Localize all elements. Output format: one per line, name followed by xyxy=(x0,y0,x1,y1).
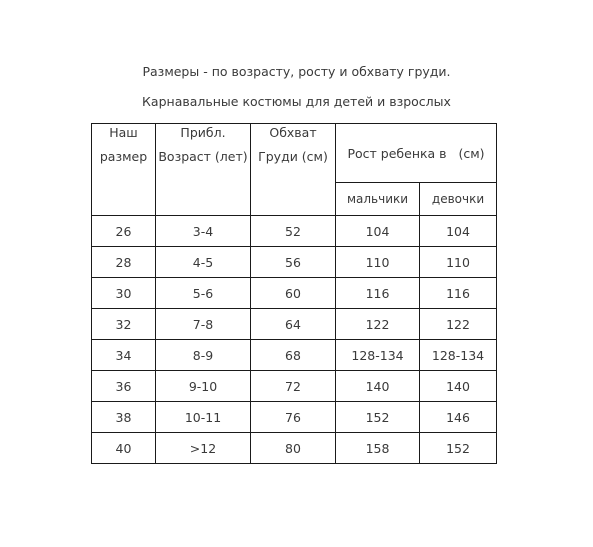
cell-age: >12 xyxy=(156,433,251,464)
cell-boys: 110 xyxy=(336,247,420,278)
cell-boys: 140 xyxy=(336,371,420,402)
cell-girls: 110 xyxy=(420,247,497,278)
cell-boys: 152 xyxy=(336,402,420,433)
cell-age: 4-5 xyxy=(156,247,251,278)
cell-chest: 60 xyxy=(251,278,336,309)
cell-boys: 122 xyxy=(336,309,420,340)
header-girls: девочки xyxy=(420,183,497,216)
cell-chest: 76 xyxy=(251,402,336,433)
cell-girls: 104 xyxy=(420,216,497,247)
cell-age: 10-11 xyxy=(156,402,251,433)
table-row xyxy=(92,247,497,278)
header-chest-line1: Обхват xyxy=(269,125,317,140)
table-row xyxy=(92,309,497,340)
table-row xyxy=(92,216,497,247)
cell-size: 26 xyxy=(92,216,156,247)
table-row xyxy=(92,371,497,402)
cell-chest: 68 xyxy=(251,340,336,371)
table-row xyxy=(92,340,497,371)
cell-girls: 140 xyxy=(420,371,497,402)
header-age xyxy=(156,124,251,216)
cell-girls: 116 xyxy=(420,278,497,309)
cell-size: 38 xyxy=(92,402,156,433)
cell-chest: 52 xyxy=(251,216,336,247)
cell-boys: 128-134 xyxy=(336,340,420,371)
cell-size: 36 xyxy=(92,371,156,402)
cell-chest: 56 xyxy=(251,247,336,278)
cell-girls: 152 xyxy=(420,433,497,464)
cell-boys: 104 xyxy=(336,216,420,247)
cell-girls: 128-134 xyxy=(420,340,497,371)
cell-age: 9-10 xyxy=(156,371,251,402)
cell-age: 8-9 xyxy=(156,340,251,371)
table-row xyxy=(92,402,497,433)
header-boys: мальчики xyxy=(336,183,420,216)
cell-age: 3-4 xyxy=(156,216,251,247)
header-age-line2: Возраст (лет) xyxy=(158,149,248,164)
header-age-line1: Прибл. xyxy=(180,125,226,140)
header-height-label: Рост ребенка в (см) xyxy=(347,145,485,161)
header-size xyxy=(92,124,156,216)
cell-age: 5-6 xyxy=(156,278,251,309)
header-chest-line2: Груди (см) xyxy=(258,149,328,164)
cell-size: 28 xyxy=(92,247,156,278)
cell-size: 32 xyxy=(92,309,156,340)
header-height xyxy=(336,124,497,183)
table-row xyxy=(92,433,497,464)
page-title: Размеры - по возрасту, росту и обхвату груди. xyxy=(142,64,451,79)
cell-size: 34 xyxy=(92,340,156,371)
header-chest xyxy=(251,124,336,216)
cell-chest: 80 xyxy=(251,433,336,464)
cell-size: 30 xyxy=(92,278,156,309)
table-row xyxy=(92,278,497,309)
cell-boys: 158 xyxy=(336,433,420,464)
cell-girls: 146 xyxy=(420,402,497,433)
cell-chest: 64 xyxy=(251,309,336,340)
header-size-line2: размер xyxy=(99,149,148,164)
header-size-line1: Наш xyxy=(109,125,138,140)
cell-size: 40 xyxy=(92,433,156,464)
page-subtitle: Карнавальные костюмы для детей и взрослых xyxy=(142,94,451,109)
size-table xyxy=(91,123,497,464)
cell-age: 7-8 xyxy=(156,309,251,340)
cell-girls: 122 xyxy=(420,309,497,340)
cell-chest: 72 xyxy=(251,371,336,402)
cell-boys: 116 xyxy=(336,278,420,309)
